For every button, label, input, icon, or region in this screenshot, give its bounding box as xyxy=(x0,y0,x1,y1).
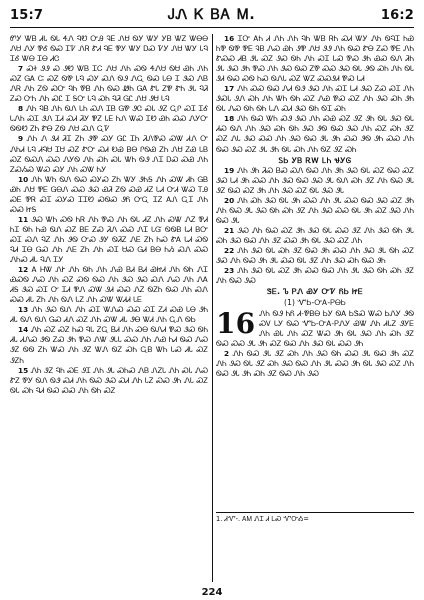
verse-text: ᏁᏂ ᏔᏂ ᏫᏁ ᏫᏍ ᏍᎩᏍ ᏃᏂ ᏔᎩ ᏭᏂᎦ ᏁᏂ ᏍᏔ ᏗᏂ ᏀᏴ ᏯᏂ ᏁᏌ ᏈᎬ ᏀᎾᏁ ᏍᏍ ᏭᏍ ᏯᏘ ᏃᏫ ᏍᏯ ᏗᏃ ᏓᏗ ᏅᏗ ᏔᏍ ᎢᎯ ᏍᎬ ᏈᏒ ᏍᏆ ᏍᎩᏍ ᏆᏆᏬ ᏍᏫᏍ ᏭᏲ ᏅᏩ ᏆᏃ ᎪᏁ ᏩᏆ ᏁᏂ ᏍᏍ ᏥᎦ xyxy=(10,174,208,214)
verse-number: 16 xyxy=(224,34,235,43)
column-divider xyxy=(212,34,213,582)
verse-paragraph xyxy=(216,266,414,286)
verse-number: 15 xyxy=(18,365,29,375)
left-column xyxy=(10,34,208,584)
verse-paragraph xyxy=(216,84,414,114)
chapter-subheading: (1) ᏉᏏ-ᏅᎪ-ᏢᎾᏏ xyxy=(284,297,346,307)
header-rule xyxy=(10,27,414,28)
verse-text: ᏁᏂ ᏭᏍ ᏫᏓ ᏍᏂ ᏭᏃ ᏫᏍ ᏭᏂ ᏍᏍ ᏁᏂ ᏭᏍ ᏭᏓ ᏫᏂ ᏍᏃ ᏭᏍ ᏁᏂ ᏫᏍ ᏭᏂ ᏭᏓ ᏍᏍ ᏫᏓ ᏭᏃ ᏁᏂ ᏭᏍ ᏍᏂ ᏫᏍ ᏭᏂ xyxy=(216,246,414,266)
verse-text: ᏁᏂ ᏭᏃ ᏄᏂ ᏍᎬ ᏭᏆ ᏁᏂ ᏭᏓ ᏍᏂᏍ ᏁᏴ ᏁᏃᏓ ᏁᏂ ᏍᏓ ᏁᏍ ᏑᏃ ᏈᎩ ᏫᏁ ᏫᏭ ᏍᏗ ᏁᏂ ᏫᏍ ᏭᏍ ᏍᏗ ᏁᏂ ᏓᏃ ᏍᏍ ᏭᏂ ᏁᏓ ᏍᏃ ᏫᏓ ᏍᏂ ᏄᏗ ᏫᏍ ᏍᏍ ᏁᏂ ᏫᏂ ᏍᏃ xyxy=(10,365,208,395)
chapter-opening xyxy=(216,306,414,379)
verse-text: ᏍᏐ ᏭᏭ Ꮝ ᏭᏬ ᏔᏴ ᏆᏟ ᏁᏌ ᏁᏂ ᏍᏫ ᏎᏁᏌ ᏫᏌ ᏯᏂ ᏁᏂ ᏍᏃ ᏀᎪ Ꮸ ᏍᏃ ᏫᏈ ᏓᏄ ᏍᎩ ᏍᏁ ᏫᏭ ᏁᏩ ᏫᏍ ᏓᎾ Ꮖ ᏭᏍ ᏁᏴ ᏁᏒ ᏁᏂ ᏃᏫ ᏍᏅ ᏄᏂ ᏈᏴ ᏁᏂ ᏫᏍ ᏪᏂ ᏀᎪ ᏑᏓ ᏃᏈ ᏑᏂ ᏭᏓ ᏄᏘ ᏃᏍ ᏅᏂ ᏁᏂ ᏍᏝ Ꮖ ᎦᏅ ᏓᏄ ᏍᏂ ᏄᏘ ᏀᏝ ᏁᏌ ᏭᏌ ᏓᏄ xyxy=(10,64,208,104)
verse-paragraph xyxy=(216,34,414,84)
verse-text: ᏁᏂ ᏫᏭ ᏂᏲ Ꮧ-ᏈᏴᎾ ᏏᎩ ᏫᎪ ᏏᏕᏍ ᏔᏍ ᏏᏁᎩ ᏭᏫ ᏍᏙ ᏓᎩ ᏫᏍ ᏉᏏ-ᏅᎪ-ᏢᏁᎩ ᏯᏔ ᏁᏂ ᏗᏓᏃ ᏭᎩᎬ ᏁᏂ ᏯᏓ ᏁᏂ ᏍᏃ ᏔᏍ ᏭᏂ ᏫᏓ ᏭᏍ ᏁᏂ ᏍᏂ ᏭᏃ ᏫᏍ ᏍᏍ ᏭᏓ ᏭᏂ ᏍᏃ ᏫᏍ ᏁᏂ ᏭᏍ ᏫᏓ ᏍᏍ ᏭᏂ xyxy=(216,308,414,348)
verse-paragraph xyxy=(10,134,208,174)
verse-paragraph xyxy=(10,104,208,134)
verse-paragraph xyxy=(216,166,414,196)
header-left-reference: 15:7 xyxy=(10,7,44,23)
verse-paragraph xyxy=(10,215,208,265)
verse-text: ᏁᏂ ᏭᏂ ᏘᏍ ᏴᏍ ᏍᏁ ᏫᏍ ᏁᏂ ᏭᏂ ᏭᏍ ᏫᏓ ᏍᏃ ᏫᏍ ᏍᏃ ᏭᏍ ᏓᏗ ᏭᏂ ᏍᏍ ᏁᏂ ᏭᏍ ᏫᏍ ᏭᏍ ᏭᏓ ᏫᏁ ᏍᏂ ᏭᏃ ᏁᏂ ᏫᏍ ᏭᏓ ᏭᏃ ᏫᏍ ᏍᏃ ᏭᏂ ᏁᏂ ᏭᏍ ᏍᏃ ᏫᏓ ᏭᏍ ᏭᏓ xyxy=(216,165,414,195)
verse-text: ᏁᏂ ᏭᏍ ᏫᏁ ᏁᏂ ᏍᏆ ᏔᏁᏍ ᏍᏍ ᏍᏆ ᏃᏗ ᏍᏯ ᏓᎾ ᏭᏂ ᏗᏓ ᏫᏁ ᏫᏁ ᏀᏍ ᏗᏁ ᏍᏃ ᏁᏂ ᏍᏔ ᏗᏓ ᏭᎾ ᏔᏗ ᏁᏂ ᏩᏁ ᏫᏏ xyxy=(10,305,208,325)
verse-text: ᏁᏂ ᏫᏍ ᏔᏂ ᏍᏭ ᏭᏍ ᏁᏂ ᏍᏯ ᏍᏃ ᏭᏃ ᏭᏂ ᏫᏓ ᏭᏍ ᏫᏓ ᏗᏍ ᏫᏁ ᏁᏂ ᏭᏍ ᏍᏂ ᏫᏂ ᏭᏍ ᏭᏫ ᏫᏍ ᏭᏍ ᏁᏂ ᏍᏃ ᏍᏂ ᏭᏃ ᏍᏃ ᏁᏓ ᏭᏍ ᏍᏍ ᏁᏂ ᏭᏍ ᏫᏍ ᏭᏓ ᏭᏂ ᏍᏍ ᏭᏫ ᏭᏂ ᏍᏍ ᏁᏂ ᏫᏍ ᏭᏍ ᏍᏃ ᏭᏓ ᏭᏂ ᏫᏓ ᏍᏂ ᏁᏂ ᏫᏃ ᏭᏃ ᏍᏂ xyxy=(216,114,414,154)
header-book-title: ᎫᏁ Ꮶ ᏴᎪ Ꮇ. xyxy=(168,7,256,23)
section-verses xyxy=(216,166,414,287)
verse-paragraph xyxy=(216,196,414,226)
verse-number: 13 xyxy=(18,305,29,315)
section-heading: ᏚᏏ ᎩᏴ ᎡᎳ ᏞᏂ ᏠᎩᎶ xyxy=(278,155,352,165)
verse-paragraph xyxy=(10,34,208,64)
footnote: 1. ᏗᏉ-. ᎪᎷ ᏁᏆ Ꮧ ᏞᏍ ᏉᏅᎣ= xyxy=(216,515,309,523)
verse-number: 14 xyxy=(18,325,29,335)
verse-paragraph xyxy=(10,265,208,305)
footnote-rule xyxy=(216,512,414,513)
verse-text: ᏁᏂ ᏍᏃ ᏍᏃ ᏂᏍ ᏄᏓ ᏃᏩ ᏴᏗ ᏁᏂ ᏍᎾ ᏫᏁᏗ ᏈᏍ ᏭᏍ ᏫᏂ ᏗᏓ ᏗᏁᏍ ᏭᏫ ᏃᏍ ᏭᏂ ᏈᏍ ᏁᏔ ᏭᏓᏓ ᏍᏍ ᏁᏂ ᏁᏯ ᏂᏗ ᏫᏍ ᏁᏍ ᏭᏃ ᏫᏫ ᏃᏂ ᏔᏍ ᏁᏂ ᏭᏃ ᏔᏁ ᏫᏃ ᏍᏂ ᏩᏴ ᏔᏂ ᏓᏍ ᏗᏓ ᏍᏃ ᏭᏃᏂ xyxy=(10,325,208,365)
verse-text: ᏭᏍ ᏔᏂ ᏍᏫ ᏂᏒ ᏁᏂ ᏈᏍ ᏁᏂ ᏫᏓ ᏗᏃ ᏁᏂ ᏍᏔ ᏁᏃ ᏈᏗ ᏂᏆ ᏫᏂ ᏂᏯ ᏫᏁ ᏍᏃ ᏴᎬ ᏃᏍ ᏘᏁ ᏍᏍ ᏁᏆ ᏓᏳ ᏫᏫᏴ ᏓᏗ ᏴᏅ ᏍᏆ ᏍᏁ ᏄᏃ ᏁᏂ ᏭᏫ ᏅᏍ ᏭᎩ ᏫᏘᏃ ᏁᎬ ᏃᏂ ᏂᏍ ᏑᎪ ᏓᏗ ᏍᏫ ᏄᏗ ᏆᎾ ᏀᏍ ᏁᏂ ᏁᎬ ᏃᏂ ᏁᏂ ᏍᏆ ᏌᏍ ᏀᏗ ᏴᎾ ᏂᏱ ᏍᏁ ᏍᏍ ᏁᏂᏍ ᏗᏓ ᏄᏁ ᏆᎩ xyxy=(10,214,208,265)
verse-number: 8 xyxy=(18,104,24,114)
verse-number: 21 xyxy=(224,226,235,236)
verse-number: 20 xyxy=(224,195,235,205)
verse-number: 12 xyxy=(18,265,29,275)
verse-paragraph xyxy=(10,325,208,365)
verse-number: 18 xyxy=(224,114,235,124)
verse-paragraph xyxy=(10,366,208,396)
verse-text: ᏁᏂ ᏍᏍ ᏫᏍ ᏁᏗ ᏫᏭ ᏭᏍ ᏁᏂ ᏍᏆ ᏓᏗ ᏭᏍ ᏃᏍ ᏍᏆ ᏁᏂ ᏭᏍᏓ ᏭᏁ ᏍᏂ ᏁᏂ ᏔᏂ ᏫᏂ ᏍᏃ ᏁᏯ ᏈᏍ ᏍᏃ ᏁᏂ ᏭᏍ ᏍᏂ ᏭᏂ ᏫᏓ ᏁᏍ ᏫᏂ ᏫᏂ ᏓᏁ ᏍᏗ ᏭᏍ ᏫᏂ ᏫᏆ ᏍᏂ xyxy=(216,84,414,114)
verse-text: ᏁᏂ ᏭᏍ ᏫᏓ ᏍᏃ ᏭᏂ ᏍᏍ ᏫᏍ ᏁᏂ ᏭᏓ ᏭᏍ ᏫᏂ ᏍᏂ ᏭᏃ ᏁᏂ ᏫᏍ ᏭᏍ xyxy=(216,266,414,286)
chapter-number: 16 xyxy=(216,306,256,340)
verse-text: ᏆᏅ ᎪᏂ Ꮧ ᏁᏂ ᏁᏂ ᏄᏂ ᏔᏴ ᏒᏂ ᏍᏗ ᏔᎩ ᏁᏂ ᏫᏄᏆ ᏂᏯ ᏂᏈ ᏫᏈ ᏈᎬ ᎸᏴ ᏁᏍ ᏯᏂ ᏭᏈ ᏁᏌ ᏭᏭ ᏁᏂ ᏫᏍ ᏑᎾ ᏃᏍ ᏈᎬ ᏁᏂ ᏑᏍᏍ ᏗᏴ ᏭᏓ ᏍᏃ ᏭᏍ ᏫᏂ ᏁᏂ ᏍᏆ ᏓᏍ ᏈᏍ ᏭᏂ ᏯᏍ ᏫᏁ ᏘᏂ ᏭᏓ ᏭᏍ ᏭᏂ ᏈᏍ ᏁᏂ ᏭᏍ ᏫᏍ ᏃᏈ ᏍᏍ ᏭᏍ ᏫᏓ ᏭᏫ ᏍᏂ ᏁᏂ ᏫᏓ ᏭᏗ ᏫᏍ ᏍᏫ ᏂᏍ ᏫᏁᏓ ᏍᏃ ᏔᏃ ᏍᏍᏭᏗ ᏈᏍ ᏓᏗ xyxy=(216,34,414,84)
verse-paragraph xyxy=(216,114,414,154)
verse-text: ᏁᏂ ᏫᏍ ᏭᏓ ᏭᏃ ᏍᏂ ᏁᏂ ᏭᏍ ᏫᏂ ᏍᏍ ᏭᏓ ᏫᏍ ᏭᏂ ᏍᏃ ᏁᏂ ᏭᏍ ᏫᏓ ᏭᏃ ᏍᏂ ᏭᏍ ᏫᏍ ᏁᏂ ᏭᏓ ᏍᏍ ᏭᏂ ᏫᏓ ᏭᏍ ᏍᏃ ᏁᏂ ᏫᏍ ᏭᏓ ᏭᏂ ᏍᏂ ᏭᏃ ᏫᏍ ᏁᏂ ᏭᏍ xyxy=(216,348,414,378)
right-column xyxy=(216,34,414,584)
verse-paragraph xyxy=(10,175,208,215)
verse-number: 23 xyxy=(224,266,235,276)
verse-text: ᏁᏂ ᏍᏂ ᏭᏍ ᏫᏓ ᏭᏂ ᏍᏍ ᏁᏂ ᏭᏓ ᏍᏍ ᏫᏍ ᏭᏍ ᏍᏃ ᏭᏂ ᏁᏂ ᏫᏍ ᏭᏓ ᏭᏍ ᏫᏂ ᏍᏂ ᏭᏃ ᏁᏂ ᏭᏍ ᏍᏍ ᏫᏓ ᏭᏂ ᏍᏃ ᏭᏍ ᏁᏂ ᏫᏍ ᏭᏓ xyxy=(216,195,414,225)
header-right-reference: 16:2 xyxy=(380,7,414,23)
verse-text: ᏛᎩ ᏔᏴ ᏗᏓ ᏫᏓ ᏎᏁ ᏄᏬ ᏅᎯ ᎸᎬ ᏁᏌ ᏫᎩ ᏔᎩ ᎩᏴ ᏔᏃ ᏔᎾᎾ ᏁᏌ ᏁᎩ ᏈᎴ ᏫᏍ ᏆᏤ ᏁᏒ ᏑᏗ ᏄᎬ ᏈᎩ ᏔᎩ ᎠᏍ ᏤᎩ ᏁᏌ ᏔᎩ ᏓᏄ ᏆᎴ ᏔᎾ ᏆᎾ ᏗᏣ xyxy=(10,34,208,64)
verse-number: 2 xyxy=(224,348,230,358)
verse-paragraph xyxy=(10,64,208,104)
verse-text: Ꭺ ᎻᏔ ᏁᎨ ᏁᏂ ᏫᏂ ᏁᏂ ᏁᏯ ᏴᏗ ᏴᏗ ᏯᏥᏗ ᏁᏂ ᏫᏂ ᏁᏆ ᏯᏍᏫ ᏁᏍ ᏁᏂ ᏍᏃ ᏍᏫ ᏫᏍ ᏁᏂ ᏭᏍ ᏭᏍ ᏍᏁ ᏁᏍ ᏁᏂ ᏁᎪ ᏗᎦ ᏭᏍ ᏍᏆ Ꮕ ᏆᏗ ᏈᏁ ᏍᏔ ᏭᏗ ᏍᏍ ᏁᏃ ᏫᏃᏂ ᏫᏍ ᏁᏂ ᏍᏁ ᏍᏍ ᏗᏓ ᏃᏂ ᏁᏂ ᏫᏁ ᏓᏃ ᏁᏂ ᏍᏔ ᏔᏗᏗ ᏓᎬ xyxy=(10,265,208,305)
verse-number: 10 xyxy=(18,174,29,184)
right-column-verses xyxy=(216,34,414,155)
verse-number: 7 xyxy=(18,64,24,74)
verse-paragraph xyxy=(10,305,208,325)
verse-number: 9 xyxy=(18,134,24,144)
verse-text: ᏭᏍ ᏁᏂ ᏫᏍ ᏍᏃ ᏭᏂ ᏭᏍ ᏫᏓ ᏍᏍ ᏭᏃ ᏁᏂ ᏭᏍ ᏫᏂ ᏭᏓ ᏍᏂ ᏭᏍ ᏫᏍ ᏁᏂ ᏭᏃ ᏍᏍ ᏭᏂ ᏫᏓ ᏭᏍ ᏍᏃ ᏁᏂ xyxy=(216,226,414,246)
verse-paragraph xyxy=(216,349,414,379)
verse-paragraph xyxy=(216,246,414,266)
chapter-heading: ᏕᎬ. Ꮦ ᏢᏁ ᏯᎩ ᏅᏤ ᏲᏏ ᏥᎬ xyxy=(266,287,364,297)
running-header xyxy=(10,4,414,26)
verse-number: 19 xyxy=(224,165,235,175)
verse-number: 17 xyxy=(224,84,235,94)
verse-number: 11 xyxy=(18,214,29,224)
page-number: 224 xyxy=(201,587,223,598)
verse-number: 22 xyxy=(224,246,235,256)
verse-text: ᏁᏂ Ꮑ ᏭᏗ ᏘᏆ ᏃᏂ ᏭᏈ ᏍᎩ ᏀᏝ ᏆᏂ ᏘᏁᏈᏍ ᏍᏔ ᏗᏁ Ꮕ ᏁᏂᏗ ᏓᏄ ᏗᏄᏌ ᏆᏌ ᏍᏃ ᏑᏅ ᏍᏗ ᎧᏯ ᏴᎾ ᎵᏫᏯ ᏃᏂ ᏁᏌ ᏃᏯ ᏓᏴ ᏍᏃ ᏫᏍᏁ ᏍᏍ ᏁᎩᏫ ᏁᏂ ᏍᏂ ᏍᏓ ᏔᏂ ᏫᏭ ᏁᏆ ᎠᏍ ᏍᏯ ᏁᏂ ᏃᏍᏱᏍ ᏔᏍ ᏍᎩ ᏁᏂ ᏍᏔ ᏂᎩ xyxy=(10,134,208,174)
verse-paragraph xyxy=(216,226,414,246)
verse-text: ᏁᏂ ᏄᏴ ᏁᏂ ᏫᏁ ᏓᏂ ᏍᏁ ᏆᏴ ᏀᏈ ᏭᏣ ᏍᏓ ᏭᏃ ᏩᎵ ᏍᏆ ᏆᎴ ᏓᏁᏂ ᏍᏆ ᏭᏁ ᏆᏗ ᏍᏗ ᏘᎩ ᏈᏃ ᏓᎬ ᏂᏁ ᏔᏍ ᏆᏬ ᏯᏂ ᏍᏍ ᏁᎩᏅ ᏫᏫᏬ ᏃᏂ ᏑᎾ ᏃᏫ ᏁᏌ ᏍᏁ ᏩᏤ xyxy=(10,104,208,134)
